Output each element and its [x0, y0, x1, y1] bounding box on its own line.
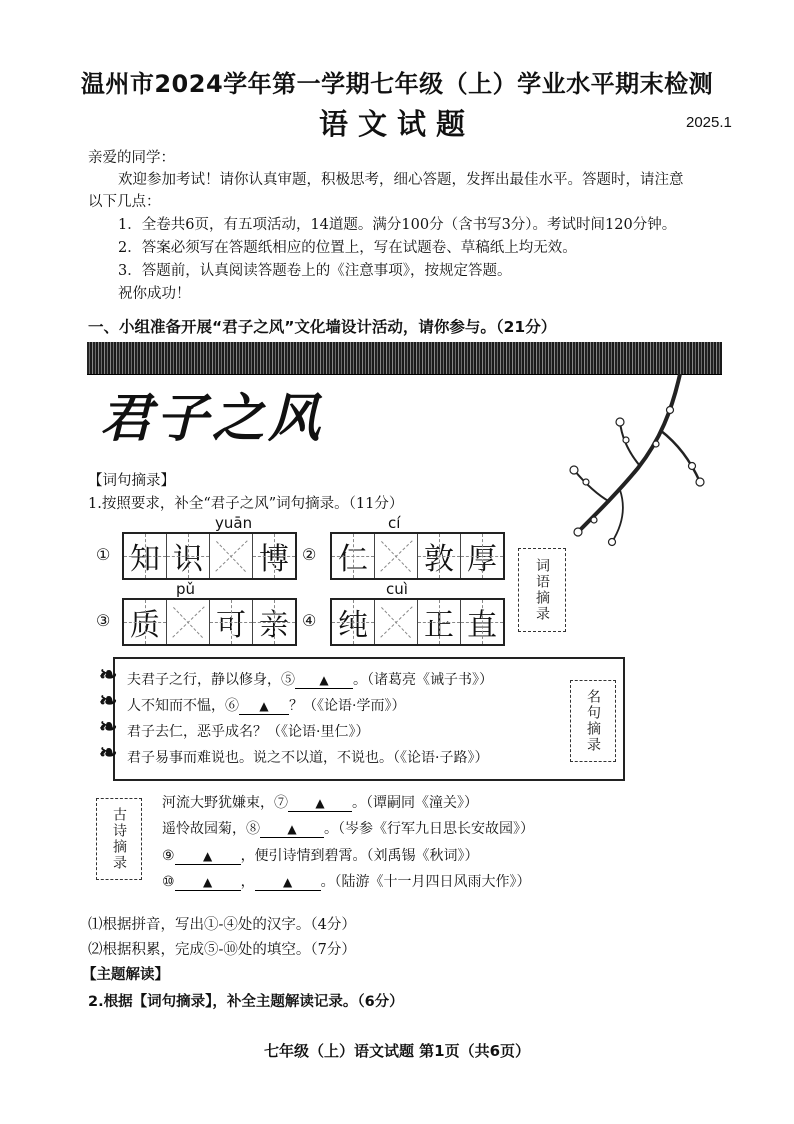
- question-1: 1.按照要求，补全“君子之风”词句摘录。（11分）: [88, 496, 404, 512]
- answer-blank-6[interactable]: ▲: [239, 698, 289, 715]
- answer-blank-5[interactable]: ▲: [295, 672, 353, 689]
- blank-number-4: ④: [302, 611, 317, 630]
- char-grid-2: [330, 532, 505, 580]
- answer-blank-7[interactable]: ▲: [288, 795, 352, 812]
- grid-char: 直: [461, 600, 503, 644]
- intro-wish: 祝你成功！: [118, 286, 191, 302]
- intro-item-3: 3．答题前，认真阅读答题卷上的《注意事项》，按规定答题。: [118, 263, 512, 279]
- poem-line-9: ⑨ ▲ ，便引诗情到碧霄。（刘禹锡《秋词》）: [162, 848, 479, 864]
- page-footer: 七年级（上）语文试题 第1页（共6页）: [263, 1042, 531, 1060]
- pinyin-2: cí: [388, 514, 401, 532]
- label-poems-excerpt: 古诗摘录: [96, 798, 142, 880]
- grid-char: 厚: [461, 534, 503, 578]
- answer-blank-8[interactable]: ▲: [260, 821, 324, 838]
- intro-line-1: 欢迎参加考试！请你认真审题，积极思考，细心答题，发挥出最佳水平。答题时，请注意: [118, 172, 684, 188]
- grid-char: 仁: [332, 534, 375, 578]
- tag-theme-reading: 【主题解读】: [82, 967, 169, 983]
- curl-ornament: ❧: [99, 714, 118, 740]
- answer-blank-10a[interactable]: ▲: [175, 874, 241, 891]
- grid-char: 博: [253, 534, 295, 578]
- exam-date: 2025.1: [686, 114, 732, 131]
- subject-title: 语文试题: [318, 107, 475, 141]
- poem-line-8: 遥怜故园菊，⑧ ▲ 。（岑参《行军九日思长安故园》）: [162, 821, 534, 837]
- tag-words-excerpt: 【词句摘录】: [88, 473, 175, 489]
- grid-char: 纯: [332, 600, 375, 644]
- grid-char: 亲: [253, 600, 295, 644]
- grid-blank-cell[interactable]: [210, 534, 253, 578]
- exam-title: 温州市2024学年第一学期七年级（上）学业水平期末检测: [80, 70, 714, 98]
- intro-item-2: 2．答案必须写在答题纸相应的位置上，写在试题卷、草稿纸上均无效。: [118, 240, 577, 256]
- blank-number-2: ②: [302, 545, 317, 564]
- char-grid-1: [122, 532, 297, 580]
- quote-line-3: 君子去仁，恶乎成名？（《论语·里仁》）: [127, 724, 370, 740]
- quote-line-2: 人不知而不愠，⑥ ▲ ？（《论语·学而》）: [127, 698, 406, 714]
- curl-ornament: ❧: [99, 662, 118, 688]
- blank-number-1: ①: [96, 545, 111, 564]
- grid-blank-cell[interactable]: [167, 600, 210, 644]
- grid-char: 知: [124, 534, 167, 578]
- section-1-heading: 一、小组准备开展“君子之风”文化墙设计活动，请你参与。（21分）: [88, 318, 557, 336]
- curl-ornament: ❧: [99, 688, 118, 714]
- sub-question-1: ⑴根据拼音，写出①-④处的汉字。（4分）: [88, 917, 356, 933]
- grid-blank-cell[interactable]: [375, 600, 418, 644]
- char-grid-3: [122, 598, 297, 646]
- answer-blank-10b[interactable]: ▲: [255, 874, 321, 891]
- char-grid-4: [330, 598, 505, 646]
- poem-line-7: 河流大野犹嫌束，⑦ ▲ 。（谭嗣同《潼关》）: [162, 795, 478, 811]
- question-2: 2.根据【词句摘录】，补全主题解读记录。（6分）: [88, 994, 404, 1010]
- grid-char: 正: [418, 600, 461, 644]
- grid-char: 质: [124, 600, 167, 644]
- grid-char: 识: [167, 534, 210, 578]
- quote-line-1: 夫君子之行，静以修身，⑤ ▲ 。（诸葛亮《诫子书》）: [127, 672, 493, 688]
- plum-blossom-illustration: [560, 370, 740, 550]
- blank-number-3: ③: [96, 611, 111, 630]
- greeting: 亲爱的同学：: [88, 150, 175, 166]
- grid-char: 敦: [418, 534, 461, 578]
- pinyin-4: cuì: [386, 580, 408, 598]
- grid-char: 可: [210, 600, 253, 644]
- intro-item-1: 1．全卷共6页，有五项活动，14道题。满分100分（含书写3分）。考试时间120分钟。: [118, 217, 677, 233]
- sub-question-2: ⑵根据积累，完成⑤-⑩处的填空。（7分）: [88, 942, 356, 958]
- label-quotes-excerpt: 名句摘录: [570, 680, 616, 762]
- poem-line-10: ⑩ ▲ ， ▲ 。（陆游《十一月四日风雨大作》）: [162, 874, 531, 890]
- pinyin-3: pǔ: [176, 580, 196, 598]
- pinyin-1: yuān: [215, 514, 253, 532]
- curl-ornament: ❧: [99, 740, 118, 766]
- label-words-excerpt: 词语摘录: [518, 548, 566, 632]
- answer-blank-9[interactable]: ▲: [175, 848, 241, 865]
- grid-blank-cell[interactable]: [375, 534, 418, 578]
- intro-line-2: 以下几点：: [88, 194, 161, 210]
- quote-line-4: 君子易事而难说也。说之不以道，不说也。（《论语·子路》）: [127, 750, 489, 766]
- banner-title: 君子之风: [100, 388, 325, 449]
